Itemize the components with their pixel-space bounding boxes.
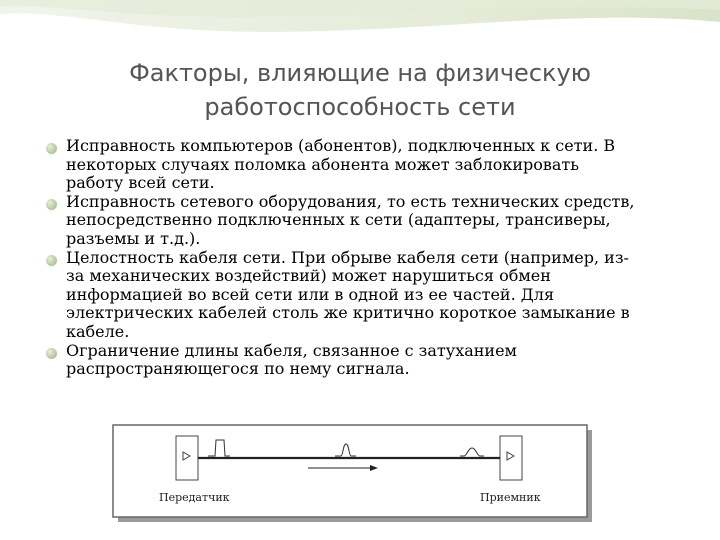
bullet-line: разъемы и т.д.). bbox=[66, 228, 201, 248]
bullet-line: Ограничение длины кабеля, связанное с затуханием bbox=[66, 340, 517, 360]
bullet-line: информацией во всей сети или в одной из ее частей. Для bbox=[66, 284, 555, 304]
bullet-text bbox=[66, 193, 682, 249]
transmitter-box bbox=[176, 436, 198, 480]
bullet-item bbox=[42, 249, 682, 342]
bullet-item bbox=[42, 137, 682, 193]
bullet-line: Исправность сетевого оборудования, то есть технических средств, bbox=[66, 191, 635, 211]
bullet-text bbox=[66, 342, 682, 379]
receiver-box bbox=[500, 436, 522, 480]
transmitter-label: Передатчик bbox=[159, 491, 230, 504]
bullet-text bbox=[66, 249, 682, 342]
slide-title bbox=[60, 56, 660, 124]
bullet-list bbox=[42, 137, 682, 379]
bullet-line: электрических кабелей столь же критично короткое замыкание в bbox=[66, 303, 630, 323]
bullet-dot-icon bbox=[46, 348, 57, 359]
bullet-line: за механических воздействий) может нарушиться обмен bbox=[66, 266, 551, 286]
receiver-label: Приемник bbox=[480, 491, 541, 504]
bullet-line: Целостность кабеля сети. При обрыве кабеля сети (например, из- bbox=[66, 247, 629, 267]
bullet-line: некоторых случаях поломка абонента может заблокировать bbox=[66, 154, 579, 174]
bullet-text bbox=[66, 137, 682, 193]
bullet-line: непосредственно подключенных к сети (адаптеры, трансиверы, bbox=[66, 210, 611, 230]
bullet-dot-icon bbox=[46, 199, 57, 210]
bullet-line: распространяющегося по нему сигнала. bbox=[66, 359, 410, 379]
title-line: работоспособность сети bbox=[204, 93, 516, 121]
signal-transmission-diagram bbox=[112, 422, 592, 522]
bullet-dot-icon bbox=[46, 255, 57, 266]
title-line: Факторы, влияющие на физическую bbox=[129, 59, 591, 87]
bullet-dot-icon bbox=[46, 143, 57, 154]
bullet-item bbox=[42, 342, 682, 379]
bullet-line: кабеле. bbox=[66, 321, 130, 341]
bullet-line: работу всей сети. bbox=[66, 173, 215, 193]
bullet-line: Исправность компьютеров (абонентов), подключенных к сети. В bbox=[66, 136, 616, 155]
bullet-item bbox=[42, 193, 682, 249]
